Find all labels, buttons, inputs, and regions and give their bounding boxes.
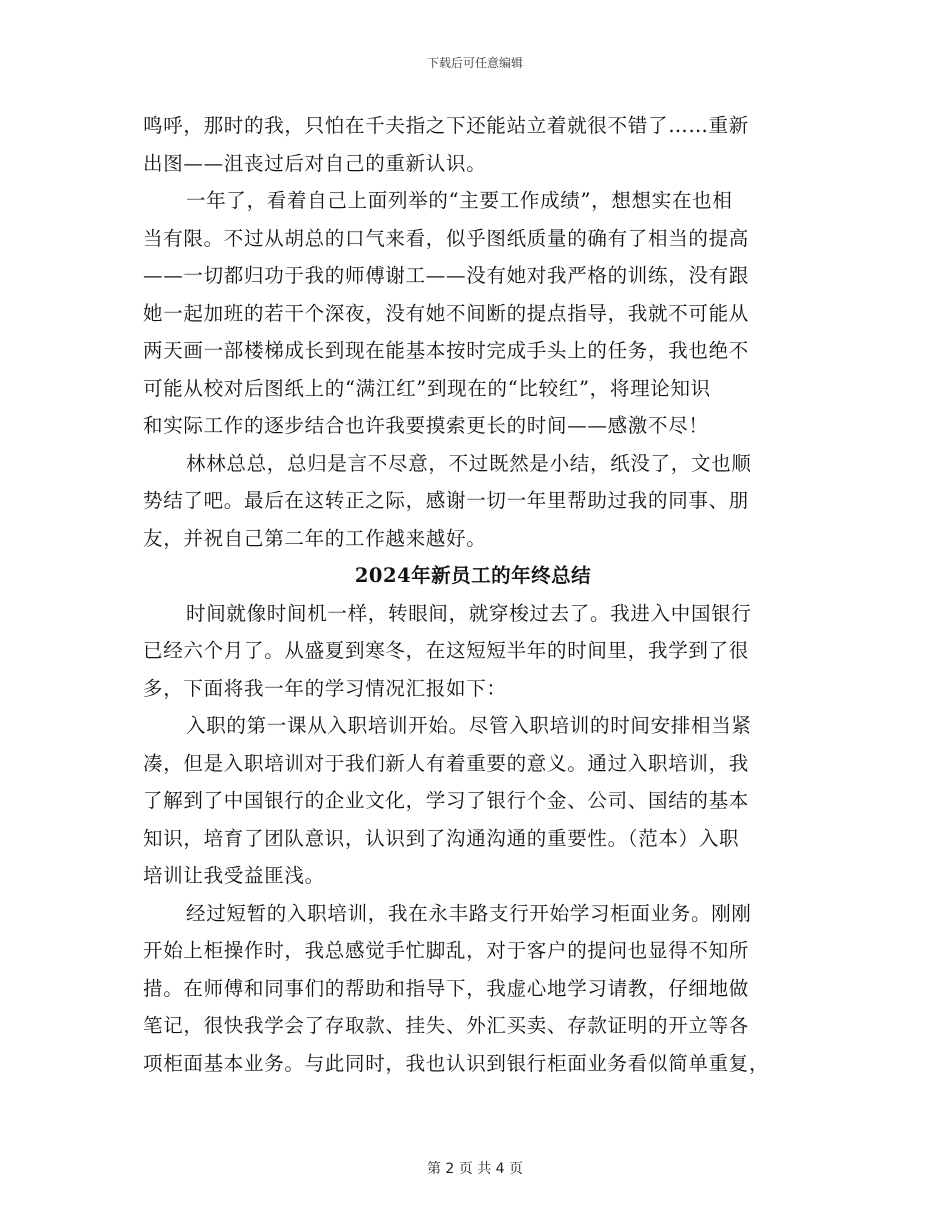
text-line: 可能从校对后图纸上的“满江红”到现在的“比较红”，将理论知识 (143, 376, 711, 400)
text-line: 友，并祝自己第二年的工作越来越好。 (143, 526, 487, 550)
text-line: 了解到了中国银行的企业文化，学习了银行个金、公司、国结的基本 (143, 789, 750, 812)
text-line: 项柜面基本业务。与此同时，我也认识到银行柜面业务看似简单重复， (143, 1051, 770, 1075)
paragraph-start: 一年了，看着自己上面列举的“主要工作成绩”，想想实在也相 (186, 189, 733, 212)
text-line: 两天画一部楼梯成长到现在能基本按时完成手头上的任务，我也绝不 (143, 339, 750, 362)
paragraph-start: 入职的第一课从入职培训开始。尽管入职培训的时间安排相当紧 (186, 714, 752, 737)
text-line: 鸣呼，那时的我，只怕在千夫指之下还能站立着就很不错了……重新 (143, 114, 750, 137)
text-line: 已经六个月了。从盛夏到寒冬，在这短短半年的时间里，我学到了很 (143, 639, 750, 662)
text-line: 出图——沮丧过后对自己的重新认识。 (143, 151, 487, 175)
text-line: 势结了吧。最后在这转正之际，感谢一切一年里帮助过我的同事、朋 (143, 489, 750, 512)
paragraph-start: 经过短暂的入职培训，我在永丰路支行开始学习柜面业务。刚刚 (186, 901, 752, 925)
text-line: ——一切都归功于我的师傅谢工——没有她对我严格的训练，没有跟 (143, 264, 750, 287)
text-line: 凑，但是入职培训对于我们新人有着重要的意义。通过入职培训，我 (143, 751, 750, 775)
section-title: 2024年新员工的年终总结 (354, 564, 592, 587)
document-body (143, 107, 803, 1082)
text-line: 开始上柜操作时，我总感觉手忙脚乱，对于客户的提问也显得不知所 (143, 939, 750, 962)
text-line: 知识，培育了团队意识，认识到了沟通沟通的重要性。（范本）入职 (143, 826, 740, 850)
text-line: 培训让我受益匪浅。 (143, 864, 325, 887)
paragraph-start: 时间就像时间机一样，转眼间，就穿梭过去了。我进入中国银行 (186, 601, 752, 625)
text-line: 和实际工作的逐步结合也许我要摸索更长的时间——感激不尽！ (143, 414, 709, 437)
page-header: 下载后可任意编辑 (426, 56, 523, 70)
text-line: 她一起加班的若干个深夜，没有她不间断的提点指导，我就不可能从 (143, 301, 750, 325)
text-line: 当有限。不过从胡总的口气来看，似乎图纸质量的确有了相当的提高 (143, 226, 750, 250)
paragraph-start: 林林总总，总归是言不尽意，不过既然是小结，纸没了，文也顺 (186, 451, 752, 475)
text-line: 笔记，很快我学会了存取款、挂失、外汇买卖、存款证明的开立等各 (143, 1014, 750, 1037)
text-line: 多，下面将我一年的学习情况汇报如下： (143, 676, 507, 700)
text-line: 措。在师傅和同事们的帮助和指导下，我虚心地学习请教，仔细地做 (143, 976, 750, 1000)
page-footer: 第 2 页 共 4 页 (426, 1161, 524, 1177)
